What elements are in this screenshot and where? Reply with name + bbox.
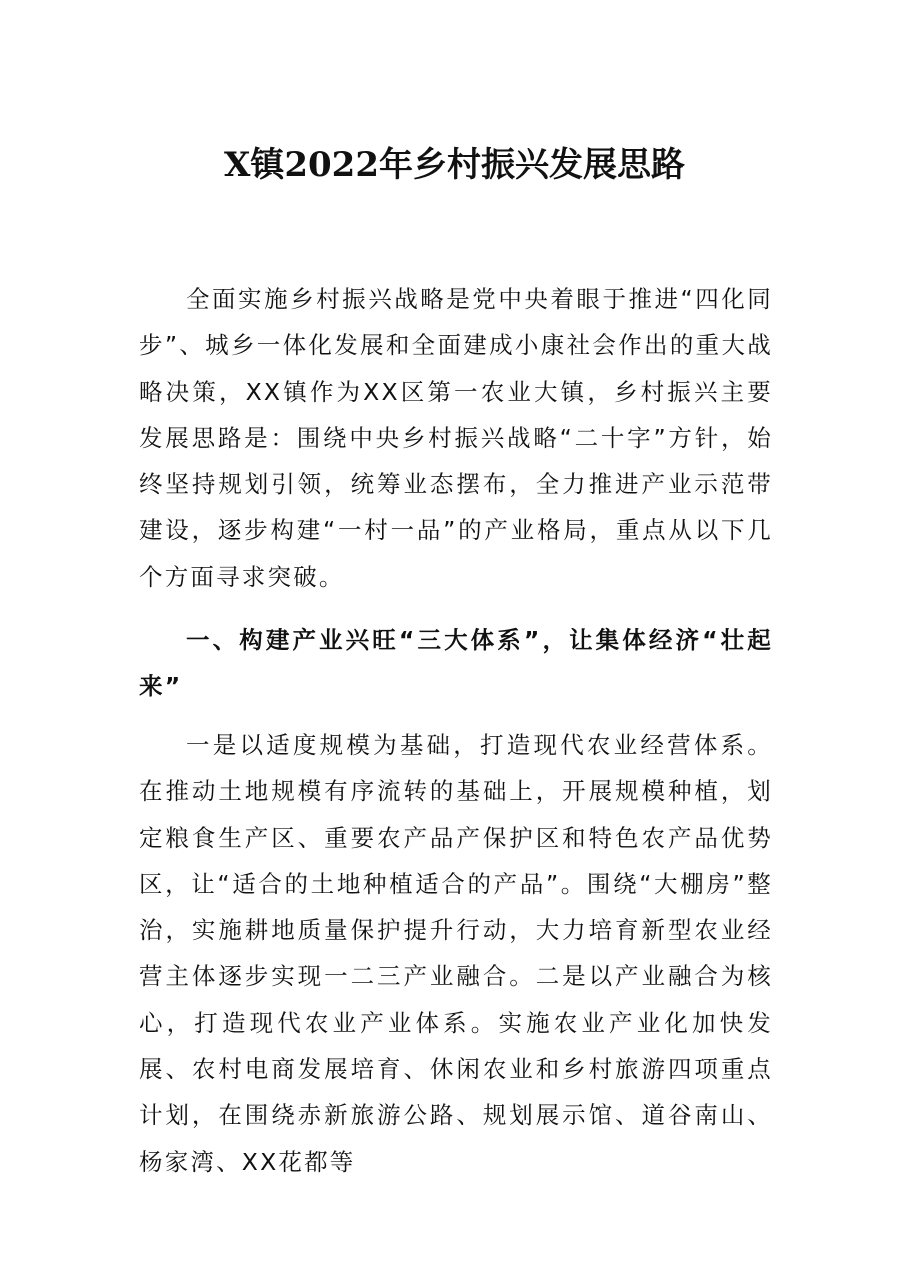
section-heading-1: 一、构建产业兴旺“三大体系”，让集体经济“壮起来” (139, 626, 773, 701)
document-title: X镇2022年乡村振兴发展思路 (223, 145, 685, 185)
intro-paragraph: 全面实施乡村振兴战略是党中央着眼于推进“四化同步”、城乡一体化发展和全面建成小康社会作出的重大战略决策，XX镇作为XX区第一农业大镇，乡村振兴主要发展思路是：围绕中央乡村振兴战略“二十字”方针，始终坚持规划引领，统筹业态摆布，全力推进产业示范带建设，逐步构建“一村一品”的产业格局，重点从以下几个方面寻求突破。 (139, 285, 773, 591)
section-1-paragraph: 一是以适度规模为基础，打造现代农业经营体系。在推动土地规模有序流转的基础上，开展规模种植，划定粮食生产区、重要农产品产保护区和特色农产品优势区，让“适合的土地种植适合的产品”。围绕“大棚房”整治，实施耕地质量保护提升行动，大力培育新型农业经营主体逐步实现一二三产业融合。二是以产业融合为核心，打造现代农业产业体系。实施农业产业化加快发展、农村电商发展培育、休闲农业和乡村旅游四项重点计划，在围绕赤新旅游公路、规划展示馆、道谷南山、杨家湾、XX花都等 (139, 731, 773, 1176)
